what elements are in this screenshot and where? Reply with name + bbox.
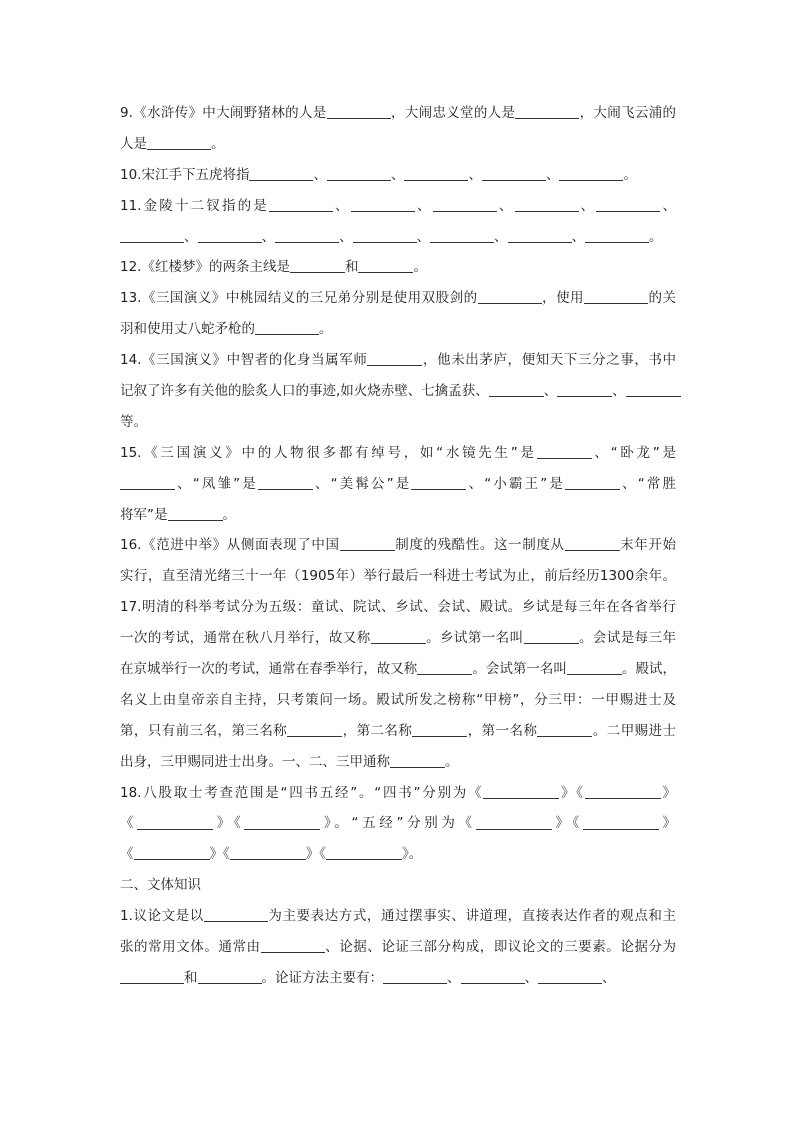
text-segment: 、 bbox=[332, 197, 351, 214]
answer-blank[interactable] bbox=[461, 970, 525, 984]
answer-blank[interactable] bbox=[404, 167, 468, 181]
answer-blank[interactable] bbox=[134, 847, 210, 861]
question-17-line-3 bbox=[120, 654, 676, 685]
text-segment: 将军”是 bbox=[120, 506, 168, 523]
answer-blank[interactable] bbox=[198, 229, 262, 243]
essay-question-1-line-1 bbox=[120, 901, 676, 932]
answer-blank[interactable] bbox=[120, 476, 175, 490]
question-17-line-5 bbox=[120, 716, 676, 747]
text-segment: 、“卧龙”是 bbox=[591, 444, 676, 461]
answer-blank[interactable] bbox=[353, 229, 417, 243]
text-segment: ，大闹飞云浦的 bbox=[579, 105, 677, 121]
answer-blank[interactable] bbox=[204, 908, 268, 922]
answer-blank[interactable] bbox=[269, 198, 333, 212]
text-segment: 》。 bbox=[402, 846, 423, 863]
text-segment: 《 bbox=[120, 815, 138, 832]
question-9-line-1 bbox=[120, 98, 676, 129]
answer-blank[interactable] bbox=[249, 167, 313, 181]
answer-blank[interactable] bbox=[412, 723, 467, 737]
answer-blank[interactable] bbox=[433, 198, 497, 212]
text-segment: 和 bbox=[344, 259, 359, 276]
question-14-line-1 bbox=[120, 345, 676, 376]
text-segment: 、 bbox=[494, 228, 508, 245]
text-segment: 。论证方法主要有： bbox=[261, 969, 383, 986]
text-segment: 、“美髯公”是 bbox=[312, 475, 412, 492]
text-segment: ，第二名称 bbox=[342, 722, 413, 739]
text-segment: 。殿试， bbox=[621, 661, 677, 678]
answer-blank[interactable] bbox=[198, 970, 262, 984]
answer-blank[interactable] bbox=[584, 291, 648, 305]
text-segment: 、 bbox=[612, 383, 626, 400]
text-segment: 、 bbox=[496, 197, 515, 214]
text-segment: 》《 bbox=[305, 846, 326, 863]
answer-blank[interactable] bbox=[327, 105, 391, 119]
text-segment: 、 bbox=[545, 166, 560, 183]
text-segment: 《 bbox=[120, 846, 134, 863]
text-segment: 11.金陵十二钗指的是 bbox=[120, 197, 269, 214]
text-segment: 、 bbox=[524, 969, 538, 986]
answer-blank[interactable] bbox=[258, 476, 313, 490]
answer-blank[interactable] bbox=[340, 538, 395, 552]
answer-blank[interactable] bbox=[565, 476, 620, 490]
question-11-line-2 bbox=[120, 222, 676, 253]
answer-blank[interactable] bbox=[524, 630, 579, 644]
text-segment: 在京城举行一次的考试，通常在春季举行，故又称 bbox=[120, 661, 418, 678]
text-segment: 17.明清的科举考试分为五级：童试、院试、乡试、会试、殿试。乡试是每三年在各省举行 bbox=[120, 599, 676, 616]
text-segment: 一次的考试，通常在秋八月举行，故又称 bbox=[120, 630, 371, 647]
text-segment: 》《 bbox=[559, 784, 585, 801]
essay-question-1-line-2 bbox=[120, 932, 676, 963]
text-segment: 。二甲赐进士 bbox=[592, 722, 677, 739]
text-segment: 》《 bbox=[209, 846, 230, 863]
answer-blank[interactable] bbox=[290, 260, 345, 274]
text-segment: 、 bbox=[602, 969, 616, 986]
text-segment: 为主要表达方式，通过摆事实、讲道理，直接表达作者的观点和主 bbox=[267, 908, 676, 925]
worksheet-page bbox=[120, 98, 676, 994]
text-segment: 、 bbox=[468, 166, 482, 183]
text-segment: 、 bbox=[184, 228, 198, 245]
question-17-line-2 bbox=[120, 623, 676, 654]
answer-blank[interactable] bbox=[327, 167, 391, 181]
answer-blank[interactable] bbox=[559, 167, 623, 181]
answer-blank[interactable] bbox=[515, 105, 579, 119]
essay-question-1-line-3 bbox=[120, 963, 676, 994]
text-segment: 、 bbox=[571, 228, 585, 245]
text-segment: 、“小霸王”是 bbox=[466, 475, 565, 492]
answer-blank[interactable] bbox=[483, 785, 559, 799]
text-segment: 9.《水浒传》中大闹野猪林的人是 bbox=[120, 105, 327, 121]
text-segment: 第，只有前三名，第三名称 bbox=[120, 722, 288, 739]
answer-blank[interactable] bbox=[120, 229, 184, 243]
text-segment: 1.议论文是以 bbox=[120, 908, 204, 925]
answer-blank[interactable] bbox=[275, 229, 339, 243]
question-17-line-6 bbox=[120, 747, 676, 778]
answer-blank[interactable] bbox=[351, 198, 415, 212]
text-segment: 、 bbox=[414, 197, 433, 214]
text-segment: 。 bbox=[413, 259, 427, 276]
text-segment: 人是 bbox=[120, 135, 147, 152]
text-segment: 》 bbox=[658, 815, 677, 832]
answer-blank[interactable] bbox=[287, 723, 342, 737]
text-segment: 、 bbox=[660, 197, 677, 214]
answer-blank[interactable] bbox=[626, 383, 681, 397]
text-segment: 》《 bbox=[551, 815, 583, 832]
question-16-line-2 bbox=[120, 561, 676, 592]
answer-blank[interactable] bbox=[489, 383, 544, 397]
text-segment: 、 bbox=[261, 228, 275, 245]
answer-blank[interactable] bbox=[371, 630, 426, 644]
answer-blank[interactable] bbox=[147, 136, 211, 150]
text-segment: 、“凤雏”是 bbox=[175, 475, 258, 492]
text-segment: 出身，三甲赐同进士出身。一、二、三甲通称 bbox=[120, 753, 390, 770]
question-18-line-2 bbox=[120, 808, 676, 839]
text-segment: 、 bbox=[390, 166, 405, 183]
text-segment: 18.八股取士考查范围是“四书五经”。“四书”分别为《 bbox=[120, 784, 484, 801]
text-segment: 和 bbox=[184, 969, 198, 986]
answer-blank[interactable] bbox=[478, 291, 542, 305]
text-segment: 。 bbox=[445, 753, 459, 770]
text-segment: 、论据、论证三部分构成，即议论文的三要素。论据分为 bbox=[324, 939, 677, 956]
text-segment: 》。“五经”分别为《 bbox=[320, 815, 476, 832]
answer-blank[interactable] bbox=[383, 970, 447, 984]
answer-blank[interactable] bbox=[565, 538, 620, 552]
text-segment: 。 bbox=[319, 321, 333, 338]
text-segment: 末年开始 bbox=[619, 537, 677, 554]
text-segment: 16.《范进中举》从侧面表现了中国 bbox=[120, 537, 340, 554]
question-10-line bbox=[120, 160, 676, 191]
text-segment: 。会试第一名叫 bbox=[472, 661, 567, 678]
answer-blank[interactable] bbox=[585, 785, 661, 799]
text-segment: 、 bbox=[313, 166, 327, 183]
answer-blank[interactable] bbox=[244, 816, 320, 830]
answer-blank[interactable] bbox=[367, 352, 422, 366]
answer-blank[interactable] bbox=[583, 816, 659, 830]
answer-blank[interactable] bbox=[508, 229, 572, 243]
text-segment: 》《 bbox=[213, 815, 245, 832]
text-segment: 记叙了许多有关他的脍炙人口的事迹,如火烧赤壁、七擒孟获、 bbox=[120, 383, 489, 400]
answer-blank[interactable] bbox=[476, 816, 552, 830]
question-17-line-1 bbox=[120, 592, 676, 623]
text-segment: 》 bbox=[660, 784, 677, 801]
question-15-line-2 bbox=[120, 469, 676, 500]
answer-blank[interactable] bbox=[537, 445, 592, 459]
answer-blank[interactable] bbox=[261, 939, 325, 953]
text-segment: 。 bbox=[211, 135, 225, 152]
question-11-line-1 bbox=[120, 191, 676, 222]
question-15-line-1 bbox=[120, 438, 676, 469]
text-segment: 13.《三国演义》中桃园结义的三兄弟分别是使用双股剑的 bbox=[120, 290, 478, 307]
text-segment: 、 bbox=[447, 969, 461, 986]
question-15-line-3 bbox=[120, 500, 676, 531]
question-13-line-2 bbox=[120, 314, 676, 345]
question-18-line-1 bbox=[120, 778, 676, 809]
question-14-line-2 bbox=[120, 376, 676, 407]
answer-blank[interactable] bbox=[585, 229, 649, 243]
question-13-line-1 bbox=[120, 283, 676, 314]
answer-blank[interactable] bbox=[137, 816, 213, 830]
text-segment: 12.《红楼梦》的两条主线是 bbox=[120, 259, 290, 276]
text-segment: 羽和使用丈八蛇矛枪的 bbox=[120, 321, 255, 338]
question-9-line-2 bbox=[120, 129, 676, 160]
text-segment: 。会试是每三年 bbox=[578, 630, 677, 647]
text-segment: 实行，直至清光绪三十一年（1905年）举行最后一科进士考试为止，前后经历1300余年。 bbox=[120, 568, 676, 585]
answer-blank[interactable] bbox=[390, 754, 445, 768]
text-segment: 、“常胜 bbox=[619, 475, 676, 492]
text-segment: 。 bbox=[623, 166, 637, 183]
text-segment: 张的常用文体。通常由 bbox=[120, 939, 261, 956]
question-12-line bbox=[120, 252, 676, 283]
answer-blank[interactable] bbox=[326, 847, 402, 861]
answer-blank[interactable] bbox=[120, 970, 184, 984]
question-14-line-3 bbox=[120, 407, 676, 438]
question-16-line-1 bbox=[120, 530, 676, 561]
text-segment: 、 bbox=[543, 383, 558, 400]
text-segment: ，第一名称 bbox=[467, 722, 538, 739]
answer-blank[interactable] bbox=[417, 661, 472, 675]
text-segment: 等。 bbox=[120, 413, 147, 430]
answer-blank[interactable] bbox=[411, 476, 466, 490]
section-heading bbox=[120, 870, 676, 901]
answer-blank[interactable] bbox=[567, 661, 622, 675]
question-18-line-3 bbox=[120, 839, 676, 870]
answer-blank[interactable] bbox=[515, 198, 579, 212]
text-segment: 、 bbox=[578, 197, 597, 214]
text-segment: 、 bbox=[339, 228, 353, 245]
text-segment: 14.《三国演义》中智者的化身当属军师 bbox=[120, 352, 368, 369]
text-segment: 制度的残酷性。这一制度从 bbox=[394, 537, 565, 554]
answer-blank[interactable] bbox=[557, 383, 612, 397]
text-segment: ，大闹忠义堂的人是 bbox=[390, 105, 516, 121]
text-segment: 15.《三国演义》中的人物很多都有绰号，如“水镜先生”是 bbox=[120, 444, 537, 461]
answer-blank[interactable] bbox=[482, 167, 546, 181]
answer-blank[interactable] bbox=[430, 229, 494, 243]
text-segment: 名义上由皇帝亲自主持，只考策问一场。殿试所发之榜称“甲榜”，分三甲：一甲赐进士及 bbox=[120, 691, 676, 708]
text-segment: ，他未出茅庐，便知天下三分之事，书中 bbox=[422, 352, 676, 369]
text-segment: 的关 bbox=[648, 290, 677, 307]
text-segment: ，使用 bbox=[541, 290, 585, 307]
answer-blank[interactable] bbox=[358, 260, 413, 274]
text-segment: 10.宋江手下五虎将指 bbox=[120, 166, 250, 183]
answer-blank[interactable] bbox=[168, 507, 223, 521]
text-segment: 。 bbox=[222, 506, 236, 523]
text-segment: 。乡试第一名叫 bbox=[425, 630, 524, 647]
text-segment: 、 bbox=[416, 228, 430, 245]
text-segment: 。 bbox=[649, 228, 663, 245]
question-17-line-4 bbox=[120, 685, 676, 716]
answer-blank[interactable] bbox=[537, 723, 592, 737]
answer-blank[interactable] bbox=[538, 970, 602, 984]
answer-blank[interactable] bbox=[255, 321, 319, 335]
answer-blank[interactable] bbox=[230, 847, 306, 861]
text-segment: 二、文体知识 bbox=[120, 877, 201, 894]
answer-blank[interactable] bbox=[596, 198, 660, 212]
